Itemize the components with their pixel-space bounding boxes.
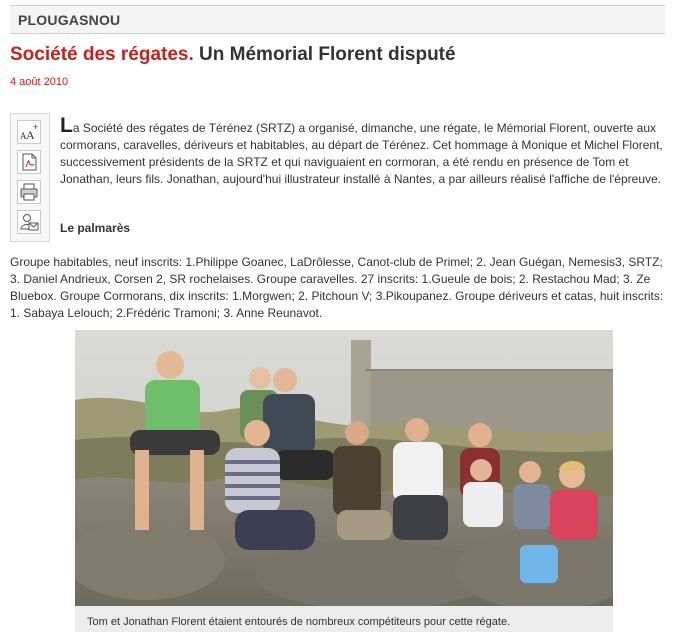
article-date: 4 août 2010 xyxy=(10,76,69,88)
article-photo[interactable] xyxy=(75,330,613,606)
text-size-label-a-large: A xyxy=(26,128,35,142)
text-size-label-a-small: A xyxy=(20,131,27,141)
article-toolbar xyxy=(10,113,50,242)
pdf-icon xyxy=(18,151,40,173)
article-title xyxy=(10,44,456,66)
text-size-button[interactable] xyxy=(17,120,41,144)
lead-text: a Société des régates de Térénez (SRTZ) a organisé, dimanche, une régate, le Mémorial Florent, ouverte aux cormorans, caravelles, dériveurs et habitables, au départ de Térénez. Cet hommage à Monique et Michel Florent, successivement présidents de la SRTZ et qui naviguaient en cormoran, a été rendu en présence de Tom et Jonathan, leurs fils. Jonathan, aujourd'hui illustrateur installé à Nantes, a par ailleurs réalisé l'affiche de l'épreuve. xyxy=(60,121,663,186)
article-title-main: Un Mémorial Florent disputé xyxy=(199,44,456,65)
section-label: PLOUGASNOU xyxy=(18,12,121,28)
text-size-icon xyxy=(18,121,40,143)
email-button[interactable] xyxy=(17,210,41,234)
palmares-heading: Le palmarès xyxy=(60,221,131,235)
print-icon xyxy=(18,181,40,203)
photo-caption xyxy=(75,606,613,632)
photo-caption-text: Tom et Jonathan Florent étaient entourés de nombreux compétiteurs pour cette régate. xyxy=(87,616,511,628)
section-header xyxy=(10,5,665,34)
dropcap: L xyxy=(60,114,73,137)
pdf-button[interactable] xyxy=(17,150,41,174)
article-lead xyxy=(60,114,665,188)
article-title-prefix: Société des régates. xyxy=(10,44,194,65)
print-button[interactable] xyxy=(17,180,41,204)
svg-text:+: + xyxy=(33,122,39,132)
article-body: Groupe habitables, neuf inscrits: 1.Philippe Goanec, LaDrôlesse, Canot-club de Primel; 2. Jean Guégan, Nemesis3, SRTZ; 3. Daniel Andrieux, Corsen 2, SR rochelaises. Groupe caravelles. 27 inscrits: 1.Gueule de bois; 2. Restachou Mad; 3. Ze Bluebox. Groupe Cormorans, dix inscrits: 1.Morgwen; 2. Pitchoun V; 3.Pikoupanez. Groupe dériveurs et catas, huit inscrits: 1. Sabaya Lelouch; 2.Frédéric Tramoni; 3. Anne Reunavot. xyxy=(10,255,664,320)
email-icon xyxy=(18,211,40,233)
